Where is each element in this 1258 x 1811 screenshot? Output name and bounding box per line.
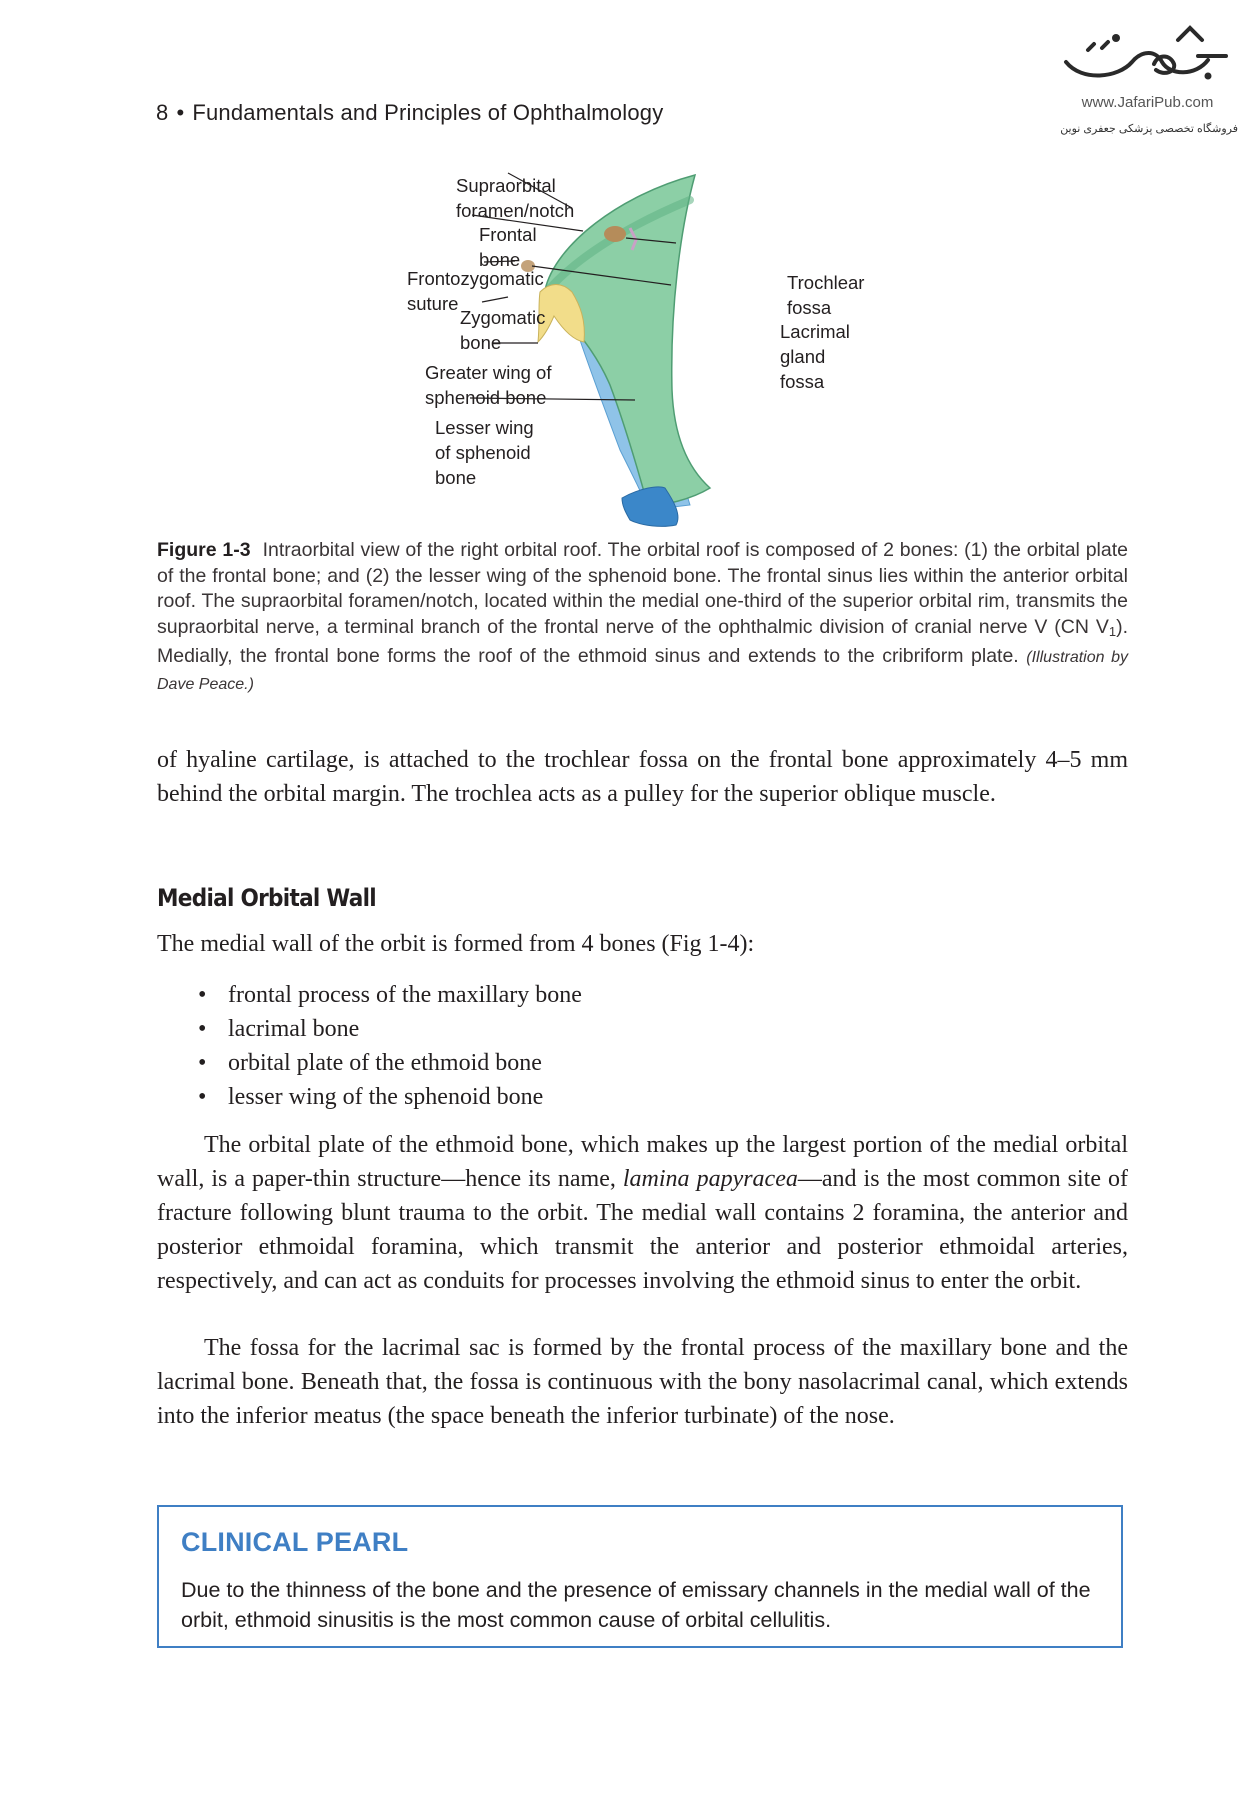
body-paragraph-1: of hyaline cartilage, is attached to the trochlear fossa on the frontal bone approximately 4–5 mm behind the orbital margin. The trochlea acts as a pulley for the superior oblique muscle. [157, 747, 1128, 807]
clinical-pearl-text: Due to the thinness of the bone and the presence of emissary channels in the medial wall of the orbit, ethmoid sinusitis is the most common cause of orbital cellulitis. [181, 1578, 1091, 1632]
figure-orbital-roof [390, 170, 910, 530]
list-item: • lacrimal bone [198, 1012, 1098, 1046]
clinical-pearl-box [157, 1505, 1123, 1648]
label-lacrimal-gland-fossa: Lacrimal gland fossa [780, 321, 850, 392]
body-paragraph-3: The fossa for the lacrimal sac is formed by the frontal process of the maxillary bone and the lacrimal bone. Beneath that, the fossa is continuous with the bony nasolacrimal canal, which extends into the inferior meatus (the space beneath the inferior turbinate) of the nose. [157, 1335, 1128, 1429]
label-trochlear-fossa: Trochlear fossa [787, 272, 865, 318]
bone-list [198, 978, 1098, 1114]
publisher-logo [1058, 20, 1233, 92]
clinical-pearl-title: CLINICAL PEARL [181, 1527, 409, 1557]
list-item: • lesser wing of the sphenoid bone [198, 1080, 1098, 1114]
label-frontal-bone: Frontal bone [479, 224, 537, 270]
para-2-italic-term: lamina papyracea [622, 1166, 798, 1192]
label-lesser-wing: Lesser wing of sphenoid bone [435, 417, 534, 488]
caption-credit: (Illustration by Dave Peace.) [157, 649, 1128, 693]
para-2-text-a: The orbital plate of the ethmoid bone, which makes up the largest portion of the medial orbital wall, is a paper-thin structure—hence its name, [157, 1132, 1128, 1192]
separator-dot: • [176, 100, 185, 125]
running-head [156, 100, 663, 126]
figure-caption [157, 538, 1128, 698]
section-heading: Medial Orbital Wall [157, 884, 376, 912]
page-number: 8 [156, 100, 169, 125]
caption-text-1: Intraorbital view of the right orbital roof. The orbital roof is composed of 2 bones: (1) the orbital plate of the frontal bone; and (2) the lesser wing of the sphenoid bone. The frontal sinus lies within the anterior orbital roof. The supraorbital foramen/notch, located within the medial one-third of the superior orbital rim, transmits the supraorbital nerve, a terminal branch of the frontal nerve of the ophthalmic division of cranial nerve V (CN V [157, 539, 1128, 638]
label-frontozygomatic-suture: Frontozygomatic suture [407, 268, 544, 314]
caption-subscript: 1 [1108, 623, 1117, 639]
book-title: Fundamentals and Principles of Ophthalmology [192, 100, 664, 125]
label-greater-wing: Greater wing of sphenoid bone [425, 362, 552, 408]
list-item: • orbital plate of the ethmoid bone [198, 1046, 1098, 1080]
caption-text-2: ). Medially, the frontal bone forms the roof of the ethmoid sinus and extends to the cribriform plate. [157, 615, 1128, 668]
publisher-watermark [1040, 20, 1240, 145]
body-paragraph-2 [157, 1128, 1128, 1298]
section-intro: The medial wall of the orbit is formed from 4 bones (Fig 1-4): [157, 931, 755, 957]
publisher-tagline: فروشگاه تخصصی پزشکی جعفری نوین [1060, 123, 1238, 135]
list-item: • frontal process of the maxillary bone [198, 978, 1098, 1012]
figure-number: Figure 1-3 [157, 539, 251, 561]
trochlear-fossa-shape [604, 226, 626, 242]
label-supraorbital: Supraorbital foramen/notch [456, 175, 575, 221]
label-zygomatic-bone: Zygomatic bone [460, 307, 546, 353]
para-2-text-b: —and is the most common site of fracture following blunt trauma to the orbit. The medial wall contains 2 foramina, the anterior and posterior ethmoidal foramina, which transmit the anterior and posterior ethmoidal arteries, respectively, and can act as conduits for processes involving the ethmoid sinus to enter the orbit. [157, 1166, 1128, 1294]
publisher-url: www.JafariPub.com [1081, 94, 1214, 111]
